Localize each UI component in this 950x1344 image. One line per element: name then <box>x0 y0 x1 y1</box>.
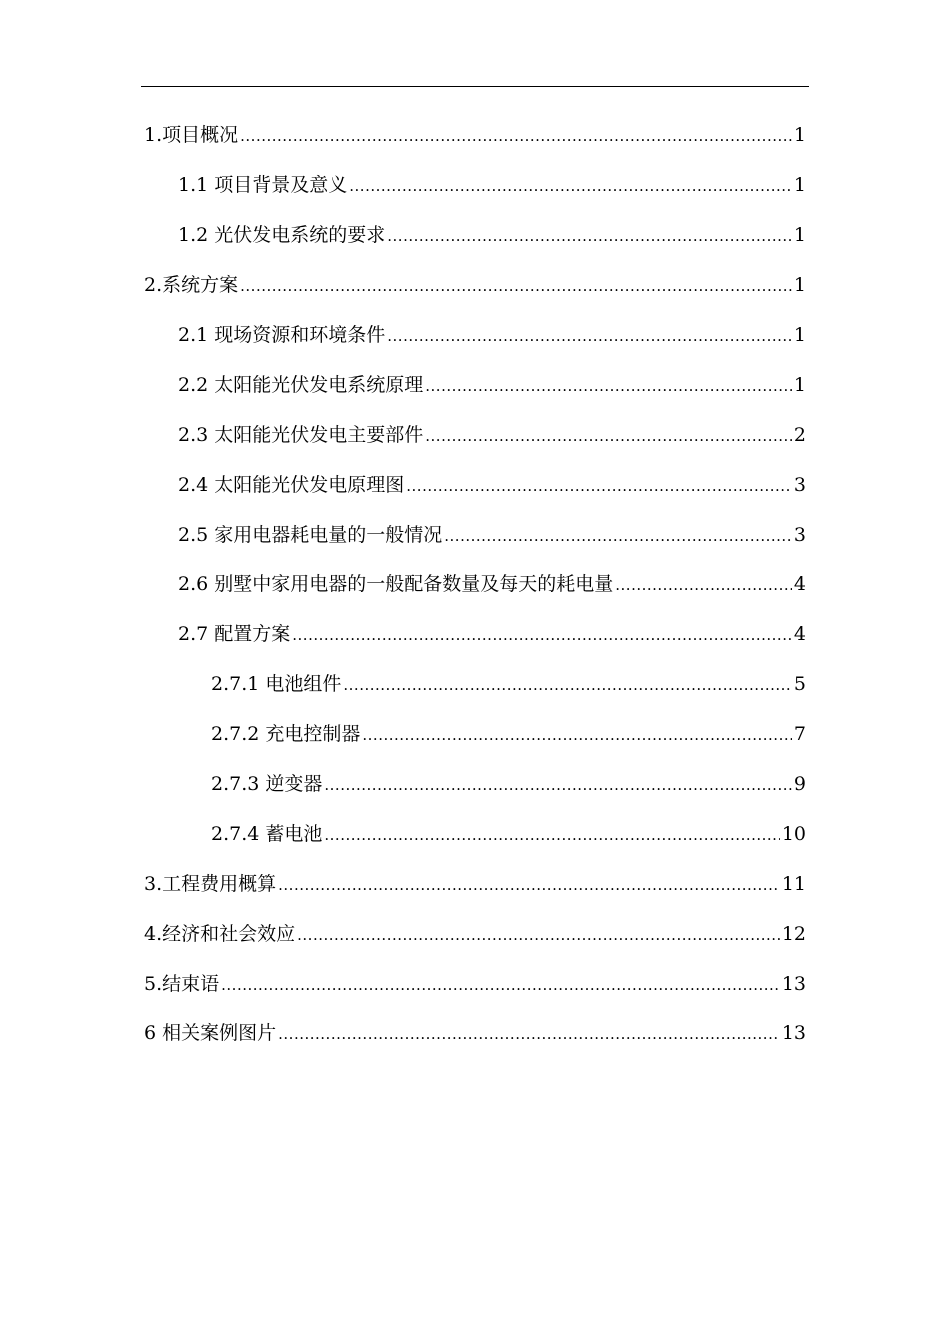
toc-dot-leader <box>278 1027 780 1042</box>
toc-entry-title: 2.系统方案 <box>144 274 239 297</box>
toc-dot-leader <box>343 678 792 693</box>
toc-entry-title: 2.2 太阳能光伏发电系统原理 <box>178 373 424 396</box>
toc-entry-title: 2.7 配置方案 <box>178 623 291 646</box>
toc-entry-title: 5.结束语 <box>144 972 220 995</box>
toc-entry[interactable] <box>0 909 950 959</box>
toc-entry-page-number: 10 <box>781 822 806 845</box>
toc-entry-page-number: 3 <box>793 473 806 496</box>
toc-entry-page-number: 1 <box>793 174 806 197</box>
toc-dot-leader <box>240 279 792 294</box>
toc-entry-title: 2.7.2 充电控制器 <box>211 723 361 746</box>
toc-entry-title: 2.4 太阳能光伏发电原理图 <box>178 473 405 496</box>
toc-dot-leader <box>615 578 792 593</box>
toc-entry[interactable] <box>0 959 950 1009</box>
toc-dot-leader <box>444 529 792 544</box>
toc-entry-page-number: 2 <box>793 423 806 446</box>
toc-entry-title: 4.经济和社会效应 <box>144 922 296 945</box>
toc-entry-title: 1.项目概况 <box>144 124 239 147</box>
toc-entry-page-number: 9 <box>793 773 806 796</box>
toc-entry-page-number: 3 <box>793 523 806 546</box>
toc-entry-page-number: 5 <box>793 673 806 696</box>
toc-entry[interactable] <box>0 360 950 410</box>
toc-dot-leader <box>240 129 792 144</box>
toc-dot-leader <box>278 878 780 893</box>
toc-entry-title: 6 相关案例图片 <box>144 1022 277 1045</box>
toc-entry-page-number: 11 <box>781 872 806 895</box>
toc-entry[interactable] <box>0 261 950 311</box>
toc-dot-leader <box>362 728 792 743</box>
toc-entry[interactable] <box>0 211 950 261</box>
toc-entry[interactable] <box>0 161 950 211</box>
toc-entry[interactable] <box>0 560 950 610</box>
toc-dot-leader <box>292 628 792 643</box>
toc-entry[interactable] <box>0 510 950 560</box>
toc-entry-page-number: 4 <box>793 573 806 596</box>
toc-entry-page-number: 13 <box>781 972 806 995</box>
toc-entry-title: 3.工程费用概算 <box>144 872 277 895</box>
toc-entry-page-number: 12 <box>781 922 806 945</box>
toc-entry-page-number: 1 <box>793 274 806 297</box>
toc-dot-leader <box>387 229 792 244</box>
toc-dot-leader <box>387 329 792 344</box>
toc-entry-title: 2.3 太阳能光伏发电主要部件 <box>178 423 424 446</box>
toc-dot-leader <box>349 179 792 194</box>
toc-entry[interactable] <box>0 111 950 161</box>
table-of-contents <box>0 111 950 1059</box>
toc-dot-leader <box>297 928 780 943</box>
toc-entry-title: 2.1 现场资源和环境条件 <box>178 324 386 346</box>
toc-entry[interactable] <box>0 710 950 760</box>
toc-entry-title: 1.1 项目背景及意义 <box>178 174 348 197</box>
toc-dot-leader <box>324 778 792 793</box>
toc-entry-page-number: 1 <box>793 324 806 346</box>
toc-entry-title: 1.2 光伏发电系统的要求 <box>178 224 386 247</box>
toc-dot-leader <box>406 479 792 494</box>
toc-entry-title: 2.7.4 蓄电池 <box>211 822 323 845</box>
toc-entry-page-number: 7 <box>793 723 806 746</box>
toc-entry[interactable] <box>0 660 950 710</box>
toc-entry-page-number: 1 <box>793 224 806 247</box>
toc-dot-leader <box>324 828 779 843</box>
toc-entry-title: 2.7.3 逆变器 <box>211 773 323 796</box>
toc-entry[interactable] <box>0 460 950 510</box>
toc-entry[interactable] <box>0 311 950 361</box>
toc-dot-leader <box>425 379 792 394</box>
toc-entry-page-number: 1 <box>793 373 806 396</box>
toc-entry-page-number: 13 <box>781 1022 806 1045</box>
toc-entry-page-number: 1 <box>793 124 806 147</box>
toc-dot-leader <box>425 429 792 444</box>
toc-dot-leader <box>221 978 780 993</box>
toc-entry-title: 2.5 家用电器耗电量的一般情况 <box>178 523 443 546</box>
toc-entry-title: 2.7.1 电池组件 <box>211 673 342 696</box>
toc-entry[interactable] <box>0 610 950 660</box>
header-rule <box>141 86 809 87</box>
toc-entry-page-number: 4 <box>793 623 806 646</box>
toc-entry[interactable] <box>0 410 950 460</box>
toc-entry-title: 2.6 别墅中家用电器的一般配备数量及每天的耗电量 <box>178 573 614 596</box>
toc-entry[interactable] <box>0 1009 950 1059</box>
toc-entry[interactable] <box>0 859 950 909</box>
toc-entry[interactable] <box>0 809 950 859</box>
toc-entry[interactable] <box>0 760 950 810</box>
